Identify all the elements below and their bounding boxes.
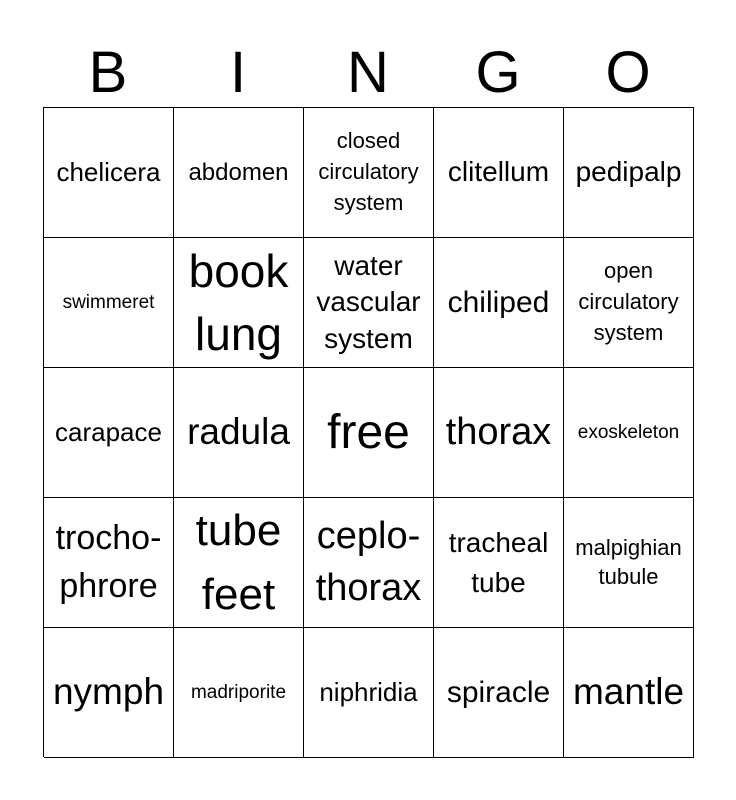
bingo-cell[interactable]: closed circulatory system	[304, 108, 434, 238]
bingo-cell[interactable]: niphridia	[304, 628, 434, 758]
bingo-cell[interactable]: nymph	[44, 628, 174, 758]
bingo-cell[interactable]: madriporite	[174, 628, 304, 758]
bingo-cell[interactable]: radula	[174, 368, 304, 498]
bingo-cell[interactable]: mantle	[564, 628, 694, 758]
bingo-cell[interactable]: tracheal tube	[434, 498, 564, 628]
header-letter-i: I	[229, 40, 247, 105]
bingo-board	[43, 107, 694, 757]
bingo-cell[interactable]: swimmeret	[44, 238, 174, 368]
bingo-cell[interactable]: spiracle	[434, 628, 564, 758]
bingo-cell[interactable]: exoskeleton	[564, 368, 694, 498]
bingo-cell[interactable]: book lung	[174, 238, 304, 368]
header-letter-o: O	[605, 40, 651, 105]
bingo-cell[interactable]: ceplo- thorax	[304, 498, 434, 628]
bingo-cell[interactable]: water vascular system	[304, 238, 434, 368]
bingo-cell[interactable]: free	[304, 368, 434, 498]
bingo-header	[43, 40, 693, 106]
bingo-cell[interactable]: chelicera	[44, 108, 174, 238]
bingo-cell[interactable]: thorax	[434, 368, 564, 498]
header-letter-g: G	[475, 40, 521, 105]
header-letter-b: B	[88, 40, 128, 105]
bingo-cell[interactable]: clitellum	[434, 108, 564, 238]
bingo-cell[interactable]: open circulatory system	[564, 238, 694, 368]
bingo-cell[interactable]: carapace	[44, 368, 174, 498]
header-letter-n: N	[347, 40, 389, 105]
bingo-cell[interactable]: pedipalp	[564, 108, 694, 238]
bingo-cell[interactable]: tube feet	[174, 498, 304, 628]
bingo-cell[interactable]: chiliped	[434, 238, 564, 368]
bingo-cell[interactable]: abdomen	[174, 108, 304, 238]
bingo-cell[interactable]: trocho- phrore	[44, 498, 174, 628]
bingo-cell[interactable]: malpighian tubule	[564, 498, 694, 628]
